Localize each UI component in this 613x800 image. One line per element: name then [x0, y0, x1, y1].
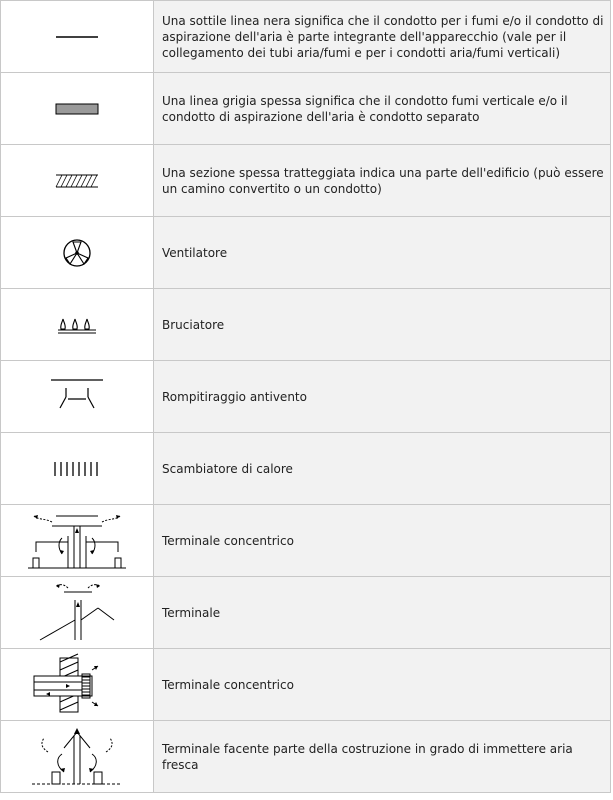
description-cell: Ventilatore [154, 217, 611, 289]
table-row [1, 649, 611, 721]
table-row [1, 361, 611, 433]
symbol-cell [1, 577, 154, 649]
fan-icon [57, 233, 97, 273]
description-cell: Rompitiraggio antivento [154, 361, 611, 433]
table-row [1, 721, 611, 793]
symbol-cell [1, 73, 154, 145]
description-cell: Una sottile linea nera significa che il condotto per i fumi e/o il condotto di aspirazione dell'aria è parte integrante dell'apparecchio (vale per il collegamento dei tubi aria/fumi e per i condotti aria/fumi verticali) [154, 1, 611, 73]
table-row [1, 73, 611, 145]
draught-diverter-icon [47, 375, 107, 419]
table-row [1, 505, 611, 577]
description-cell: Una sezione spessa tratteggiata indica una parte dell'edificio (può essere un camino convertito o un condotto) [154, 145, 611, 217]
description-cell: Scambiatore di calore [154, 433, 611, 505]
concentric-terminal-roof-icon [22, 508, 132, 574]
description-cell: Terminale [154, 577, 611, 649]
symbol-cell [1, 505, 154, 577]
description-cell: Una linea grigia spessa significa che il condotto fumi verticale e/o il condotto di aspirazione dell'aria è condotto separato [154, 73, 611, 145]
symbol-cell [1, 361, 154, 433]
symbol-cell [1, 649, 154, 721]
table-row [1, 217, 611, 289]
burner-icon [52, 310, 102, 340]
thin-black-line-icon [47, 27, 107, 47]
table-row [1, 145, 611, 217]
symbol-cell [1, 217, 154, 289]
description-cell: Terminale facente parte della costruzione in grado di immettere aria fresca [154, 721, 611, 793]
terminal-icon [22, 580, 132, 646]
description-cell: Terminale concentrico [154, 505, 611, 577]
description-cell: Bruciatore [154, 289, 611, 361]
table-row [1, 577, 611, 649]
heat-exchanger-icon [47, 457, 107, 481]
table-row [1, 1, 611, 73]
symbol-cell [1, 721, 154, 793]
table-row [1, 433, 611, 505]
symbol-cell [1, 433, 154, 505]
hatched-section-icon [47, 171, 107, 191]
fresh-air-terminal-icon [22, 724, 132, 790]
symbol-cell [1, 289, 154, 361]
symbol-cell [1, 1, 154, 73]
thick-grey-line-icon [47, 99, 107, 119]
description-cell: Terminale concentrico [154, 649, 611, 721]
concentric-terminal-wall-icon [22, 652, 132, 718]
table-row [1, 289, 611, 361]
symbol-cell [1, 145, 154, 217]
